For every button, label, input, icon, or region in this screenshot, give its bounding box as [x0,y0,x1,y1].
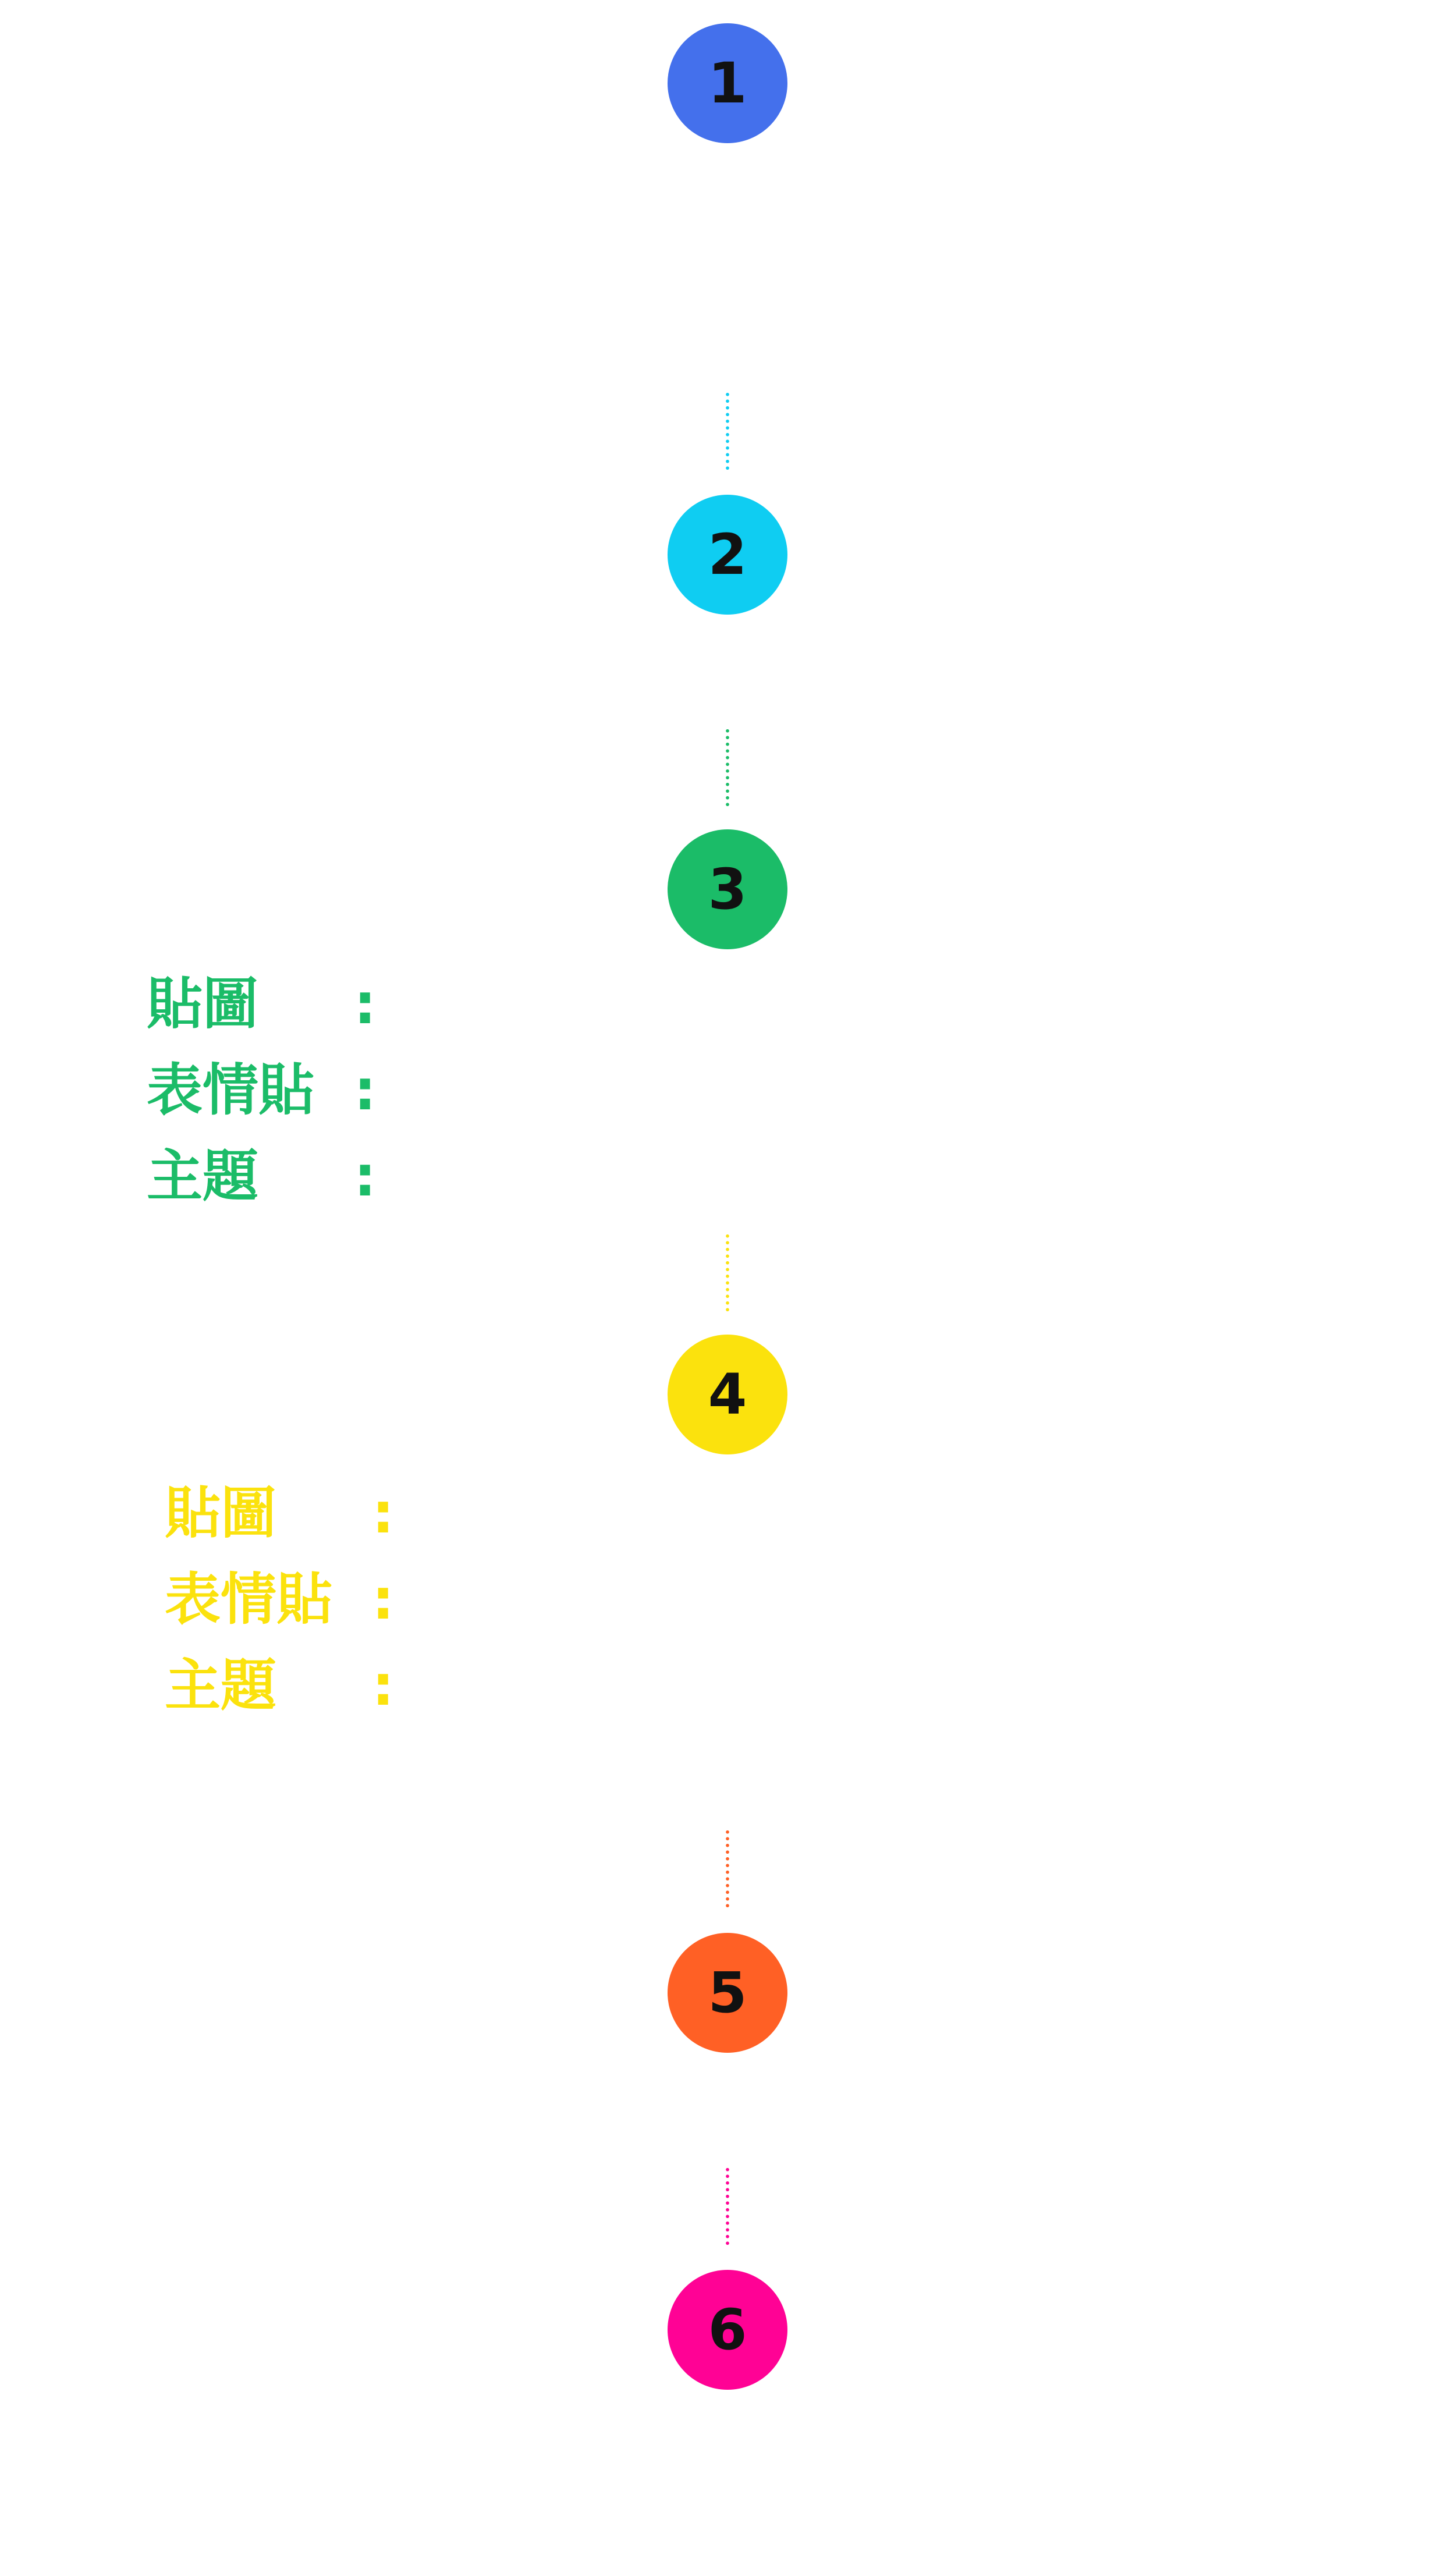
step-3-label-emoji [147,1055,414,1125]
step-3-label-stickers [147,969,414,1039]
step-3-label-list [147,969,414,1214]
label-colon: : [354,1144,377,1209]
step-1-circle [668,23,787,143]
step-4-label-stickers [165,1478,432,1548]
step-4-label-list [165,1478,432,1723]
label-text: 表情貼 [147,1058,314,1123]
step-6-number: 6 [708,2297,747,2362]
label-text: 表情貼 [165,1567,332,1632]
label-colon: : [372,1567,395,1632]
label-text: 貼圖 [165,1481,276,1546]
label-text: 貼圖 [147,971,258,1037]
label-colon: : [354,971,377,1037]
label-colon: : [354,1058,377,1123]
connector-4-5 [726,1829,729,1909]
step-2-circle [668,495,787,615]
connector-5-6 [726,2166,729,2247]
label-text: 主題 [147,1144,258,1209]
step-5-circle [668,1933,787,2053]
connector-3-4 [726,1233,729,1313]
step-3-number: 3 [708,857,747,922]
step-4-label-emoji [165,1564,432,1634]
step-4-label-themes [165,1651,432,1720]
label-colon: : [372,1653,395,1718]
step-4-number: 4 [708,1362,747,1427]
connector-1-2 [726,391,729,471]
step-3-label-themes [147,1141,414,1211]
step-5-number: 5 [708,1960,747,2025]
step-3-circle [668,829,787,949]
step-6-circle [668,2270,787,2390]
step-4-circle [668,1335,787,1454]
label-colon: : [372,1481,395,1546]
step-1-number: 1 [708,51,747,116]
connector-2-3 [726,728,729,808]
label-text: 主題 [165,1653,276,1718]
step-2-number: 2 [708,522,747,587]
